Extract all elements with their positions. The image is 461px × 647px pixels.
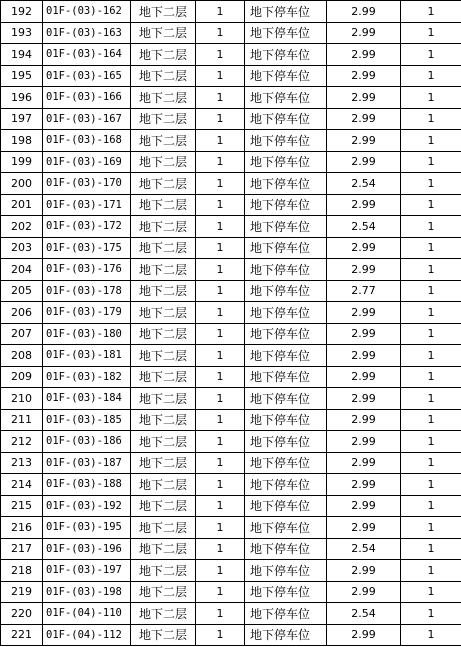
row-number-cell: 205	[1, 280, 43, 302]
table-row	[1, 452, 461, 474]
space-type-cell: 地下停车位	[245, 388, 327, 410]
space-code-cell: 01F-(03)-181	[43, 345, 131, 367]
count-cell: 1	[401, 581, 461, 603]
row-number-cell: 200	[1, 173, 43, 195]
row-number-cell: 210	[1, 388, 43, 410]
area-cell: 2.99	[327, 108, 401, 130]
row-number-cell: 213	[1, 452, 43, 474]
space-code-cell: 01F-(03)-192	[43, 495, 131, 517]
quantity-cell: 1	[196, 452, 245, 474]
space-code-cell: 01F-(03)-182	[43, 366, 131, 388]
floor-cell: 地下二层	[131, 409, 196, 431]
quantity-cell: 1	[196, 474, 245, 496]
area-cell: 2.99	[327, 130, 401, 152]
area-cell: 2.77	[327, 280, 401, 302]
area-cell: 2.99	[327, 302, 401, 324]
quantity-cell: 1	[196, 603, 245, 625]
row-number-cell: 214	[1, 474, 43, 496]
area-cell: 2.99	[327, 581, 401, 603]
count-cell: 1	[401, 323, 461, 345]
table-row	[1, 581, 461, 603]
space-code-cell: 01F-(03)-166	[43, 87, 131, 109]
count-cell: 1	[401, 495, 461, 517]
space-type-cell: 地下停车位	[245, 108, 327, 130]
table-row	[1, 130, 461, 152]
table-body	[1, 1, 461, 646]
area-cell: 2.99	[327, 431, 401, 453]
area-cell: 2.99	[327, 1, 401, 23]
area-cell: 2.99	[327, 366, 401, 388]
count-cell: 1	[401, 87, 461, 109]
space-code-cell: 01F-(03)-170	[43, 173, 131, 195]
table-row	[1, 431, 461, 453]
space-type-cell: 地下停车位	[245, 280, 327, 302]
row-number-cell: 198	[1, 130, 43, 152]
quantity-cell: 1	[196, 280, 245, 302]
space-code-cell: 01F-(03)-164	[43, 44, 131, 66]
quantity-cell: 1	[196, 624, 245, 646]
area-cell: 2.99	[327, 151, 401, 173]
count-cell: 1	[401, 1, 461, 23]
table-row	[1, 302, 461, 324]
space-code-cell: 01F-(03)-188	[43, 474, 131, 496]
count-cell: 1	[401, 259, 461, 281]
area-cell: 2.99	[327, 259, 401, 281]
quantity-cell: 1	[196, 1, 245, 23]
space-type-cell: 地下停车位	[245, 151, 327, 173]
count-cell: 1	[401, 388, 461, 410]
quantity-cell: 1	[196, 409, 245, 431]
quantity-cell: 1	[196, 44, 245, 66]
space-type-cell: 地下停车位	[245, 130, 327, 152]
space-code-cell: 01F-(03)-197	[43, 560, 131, 582]
floor-cell: 地下二层	[131, 259, 196, 281]
space-type-cell: 地下停车位	[245, 345, 327, 367]
row-number-cell: 206	[1, 302, 43, 324]
floor-cell: 地下二层	[131, 388, 196, 410]
row-number-cell: 192	[1, 1, 43, 23]
count-cell: 1	[401, 538, 461, 560]
quantity-cell: 1	[196, 259, 245, 281]
row-number-cell: 204	[1, 259, 43, 281]
row-number-cell: 194	[1, 44, 43, 66]
floor-cell: 地下二层	[131, 431, 196, 453]
floor-cell: 地下二层	[131, 323, 196, 345]
space-code-cell: 01F-(03)-180	[43, 323, 131, 345]
quantity-cell: 1	[196, 323, 245, 345]
count-cell: 1	[401, 173, 461, 195]
count-cell: 1	[401, 474, 461, 496]
row-number-cell: 211	[1, 409, 43, 431]
area-cell: 2.99	[327, 323, 401, 345]
count-cell: 1	[401, 65, 461, 87]
table-row	[1, 409, 461, 431]
quantity-cell: 1	[196, 216, 245, 238]
floor-cell: 地下二层	[131, 495, 196, 517]
count-cell: 1	[401, 302, 461, 324]
quantity-cell: 1	[196, 151, 245, 173]
space-code-cell: 01F-(03)-171	[43, 194, 131, 216]
space-type-cell: 地下停车位	[245, 259, 327, 281]
floor-cell: 地下二层	[131, 474, 196, 496]
count-cell: 1	[401, 345, 461, 367]
quantity-cell: 1	[196, 302, 245, 324]
area-cell: 2.99	[327, 44, 401, 66]
quantity-cell: 1	[196, 345, 245, 367]
table-row	[1, 151, 461, 173]
count-cell: 1	[401, 517, 461, 539]
quantity-cell: 1	[196, 173, 245, 195]
area-cell: 2.99	[327, 495, 401, 517]
quantity-cell: 1	[196, 560, 245, 582]
space-type-cell: 地下停车位	[245, 366, 327, 388]
space-type-cell: 地下停车位	[245, 517, 327, 539]
row-number-cell: 212	[1, 431, 43, 453]
count-cell: 1	[401, 151, 461, 173]
floor-cell: 地下二层	[131, 452, 196, 474]
space-type-cell: 地下停车位	[245, 323, 327, 345]
row-number-cell: 220	[1, 603, 43, 625]
table-row	[1, 173, 461, 195]
area-cell: 2.99	[327, 388, 401, 410]
table-row	[1, 108, 461, 130]
table-row	[1, 44, 461, 66]
space-type-cell: 地下停车位	[245, 452, 327, 474]
space-code-cell: 01F-(03)-169	[43, 151, 131, 173]
area-cell: 2.99	[327, 560, 401, 582]
table-row	[1, 216, 461, 238]
table-row	[1, 194, 461, 216]
space-type-cell: 地下停车位	[245, 65, 327, 87]
table-row	[1, 87, 461, 109]
count-cell: 1	[401, 624, 461, 646]
quantity-cell: 1	[196, 538, 245, 560]
area-cell: 2.54	[327, 603, 401, 625]
area-cell: 2.99	[327, 474, 401, 496]
quantity-cell: 1	[196, 388, 245, 410]
quantity-cell: 1	[196, 237, 245, 259]
floor-cell: 地下二层	[131, 366, 196, 388]
floor-cell: 地下二层	[131, 87, 196, 109]
count-cell: 1	[401, 237, 461, 259]
space-code-cell: 01F-(03)-175	[43, 237, 131, 259]
space-type-cell: 地下停车位	[245, 409, 327, 431]
space-code-cell: 01F-(03)-165	[43, 65, 131, 87]
quantity-cell: 1	[196, 581, 245, 603]
quantity-cell: 1	[196, 517, 245, 539]
row-number-cell: 196	[1, 87, 43, 109]
area-cell: 2.54	[327, 538, 401, 560]
row-number-cell: 208	[1, 345, 43, 367]
area-cell: 2.54	[327, 216, 401, 238]
space-type-cell: 地下停车位	[245, 173, 327, 195]
space-type-cell: 地下停车位	[245, 603, 327, 625]
count-cell: 1	[401, 216, 461, 238]
quantity-cell: 1	[196, 22, 245, 44]
space-type-cell: 地下停车位	[245, 474, 327, 496]
space-code-cell: 01F-(03)-176	[43, 259, 131, 281]
space-code-cell: 01F-(03)-168	[43, 130, 131, 152]
area-cell: 2.99	[327, 452, 401, 474]
floor-cell: 地下二层	[131, 151, 196, 173]
space-type-cell: 地下停车位	[245, 624, 327, 646]
floor-cell: 地下二层	[131, 44, 196, 66]
table-row	[1, 495, 461, 517]
floor-cell: 地下二层	[131, 345, 196, 367]
space-code-cell: 01F-(03)-163	[43, 22, 131, 44]
table-row	[1, 388, 461, 410]
table-row	[1, 259, 461, 281]
floor-cell: 地下二层	[131, 194, 196, 216]
floor-cell: 地下二层	[131, 517, 196, 539]
table-row	[1, 474, 461, 496]
floor-cell: 地下二层	[131, 560, 196, 582]
table-row	[1, 603, 461, 625]
floor-cell: 地下二层	[131, 538, 196, 560]
area-cell: 2.99	[327, 65, 401, 87]
count-cell: 1	[401, 560, 461, 582]
space-type-cell: 地下停车位	[245, 1, 327, 23]
table-row	[1, 22, 461, 44]
space-code-cell: 01F-(03)-172	[43, 216, 131, 238]
space-type-cell: 地下停车位	[245, 431, 327, 453]
table-row	[1, 538, 461, 560]
space-code-cell: 01F-(03)-186	[43, 431, 131, 453]
space-code-cell: 01F-(04)-110	[43, 603, 131, 625]
floor-cell: 地下二层	[131, 302, 196, 324]
count-cell: 1	[401, 431, 461, 453]
count-cell: 1	[401, 44, 461, 66]
floor-cell: 地下二层	[131, 130, 196, 152]
table-row	[1, 323, 461, 345]
count-cell: 1	[401, 130, 461, 152]
count-cell: 1	[401, 366, 461, 388]
table-row	[1, 65, 461, 87]
floor-cell: 地下二层	[131, 237, 196, 259]
row-number-cell: 203	[1, 237, 43, 259]
row-number-cell: 215	[1, 495, 43, 517]
area-cell: 2.99	[327, 237, 401, 259]
space-code-cell: 01F-(03)-184	[43, 388, 131, 410]
table-row	[1, 366, 461, 388]
space-type-cell: 地下停车位	[245, 44, 327, 66]
floor-cell: 地下二层	[131, 108, 196, 130]
row-number-cell: 217	[1, 538, 43, 560]
quantity-cell: 1	[196, 366, 245, 388]
row-number-cell: 202	[1, 216, 43, 238]
table-row	[1, 345, 461, 367]
area-cell: 2.99	[327, 345, 401, 367]
space-code-cell: 01F-(03)-162	[43, 1, 131, 23]
quantity-cell: 1	[196, 194, 245, 216]
space-code-cell: 01F-(03)-185	[43, 409, 131, 431]
area-cell: 2.99	[327, 517, 401, 539]
floor-cell: 地下二层	[131, 581, 196, 603]
floor-cell: 地下二层	[131, 173, 196, 195]
area-cell: 2.99	[327, 22, 401, 44]
space-type-cell: 地下停车位	[245, 538, 327, 560]
area-cell: 2.99	[327, 624, 401, 646]
count-cell: 1	[401, 108, 461, 130]
floor-cell: 地下二层	[131, 624, 196, 646]
floor-cell: 地下二层	[131, 1, 196, 23]
table-row	[1, 280, 461, 302]
row-number-cell: 209	[1, 366, 43, 388]
row-number-cell: 201	[1, 194, 43, 216]
floor-cell: 地下二层	[131, 603, 196, 625]
row-number-cell: 193	[1, 22, 43, 44]
floor-cell: 地下二层	[131, 65, 196, 87]
row-number-cell: 207	[1, 323, 43, 345]
space-type-cell: 地下停车位	[245, 22, 327, 44]
space-type-cell: 地下停车位	[245, 87, 327, 109]
count-cell: 1	[401, 603, 461, 625]
space-type-cell: 地下停车位	[245, 495, 327, 517]
space-type-cell: 地下停车位	[245, 581, 327, 603]
floor-cell: 地下二层	[131, 216, 196, 238]
space-code-cell: 01F-(03)-196	[43, 538, 131, 560]
quantity-cell: 1	[196, 87, 245, 109]
table-row	[1, 624, 461, 646]
table-row	[1, 517, 461, 539]
space-type-cell: 地下停车位	[245, 302, 327, 324]
quantity-cell: 1	[196, 108, 245, 130]
space-code-cell: 01F-(03)-167	[43, 108, 131, 130]
row-number-cell: 219	[1, 581, 43, 603]
row-number-cell: 218	[1, 560, 43, 582]
quantity-cell: 1	[196, 431, 245, 453]
space-type-cell: 地下停车位	[245, 560, 327, 582]
space-code-cell: 01F-(03)-179	[43, 302, 131, 324]
space-code-cell: 01F-(04)-112	[43, 624, 131, 646]
space-type-cell: 地下停车位	[245, 237, 327, 259]
quantity-cell: 1	[196, 65, 245, 87]
space-code-cell: 01F-(03)-187	[43, 452, 131, 474]
count-cell: 1	[401, 22, 461, 44]
quantity-cell: 1	[196, 130, 245, 152]
table-row	[1, 237, 461, 259]
floor-cell: 地下二层	[131, 22, 196, 44]
row-number-cell: 197	[1, 108, 43, 130]
space-code-cell: 01F-(03)-198	[43, 581, 131, 603]
floor-cell: 地下二层	[131, 280, 196, 302]
count-cell: 1	[401, 194, 461, 216]
table-row	[1, 1, 461, 23]
space-type-cell: 地下停车位	[245, 216, 327, 238]
row-number-cell: 216	[1, 517, 43, 539]
row-number-cell: 221	[1, 624, 43, 646]
quantity-cell: 1	[196, 495, 245, 517]
area-cell: 2.99	[327, 194, 401, 216]
count-cell: 1	[401, 409, 461, 431]
space-code-cell: 01F-(03)-195	[43, 517, 131, 539]
row-number-cell: 195	[1, 65, 43, 87]
table-row	[1, 560, 461, 582]
count-cell: 1	[401, 452, 461, 474]
area-cell: 2.54	[327, 173, 401, 195]
count-cell: 1	[401, 280, 461, 302]
area-cell: 2.99	[327, 87, 401, 109]
space-code-cell: 01F-(03)-178	[43, 280, 131, 302]
space-type-cell: 地下停车位	[245, 194, 327, 216]
row-number-cell: 199	[1, 151, 43, 173]
area-cell: 2.99	[327, 409, 401, 431]
